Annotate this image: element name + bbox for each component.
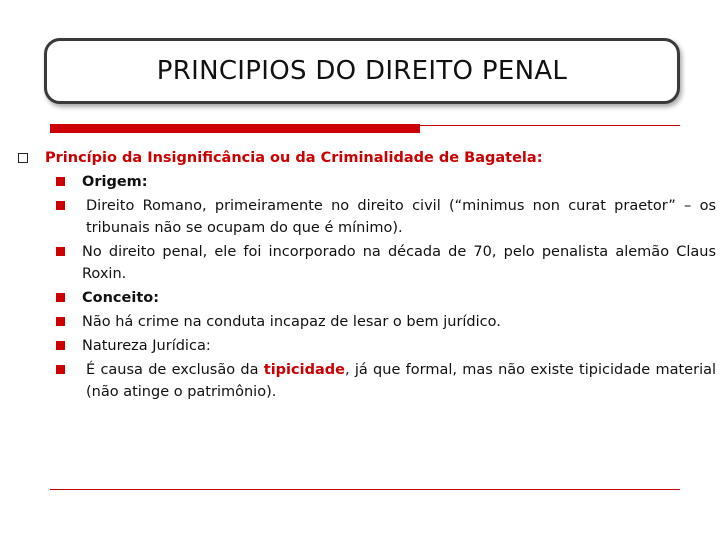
tipicidade-highlight: tipicidade bbox=[263, 362, 345, 378]
filled-square-icon bbox=[56, 293, 65, 302]
filled-square-icon bbox=[56, 317, 65, 326]
title-box bbox=[44, 38, 680, 104]
filled-square-icon bbox=[56, 247, 65, 256]
list-item-direito-romano bbox=[56, 195, 718, 239]
list-item-nao-ha-crime bbox=[56, 311, 718, 333]
filled-square-icon bbox=[56, 365, 65, 374]
section-heading: Princípio da Insignificância ou da Criminalidade de Bagatela: bbox=[45, 150, 543, 166]
list-item-natureza bbox=[56, 335, 718, 357]
slide-content bbox=[18, 147, 718, 405]
slide-title: PRINCIPIOS DO DIREITO PENAL bbox=[156, 56, 568, 86]
item-text-direito-penal: No direito penal, ele foi incorporado na década de 70, pelo penalista alemão Claus Roxin. bbox=[82, 244, 716, 282]
list-item-direito-penal bbox=[56, 241, 718, 285]
item-text-causa-exclusao bbox=[82, 359, 718, 403]
item-text-after: , já que formal, mas não existe tipicidade material (não atinge o patrimônio). bbox=[86, 362, 717, 400]
item-label-origem: Origem: bbox=[82, 174, 148, 190]
bottom-rule bbox=[50, 489, 680, 490]
filled-square-icon bbox=[56, 177, 65, 186]
item-text-nao-ha-crime: Não há crime na conduta incapaz de lesar o bem jurídico. bbox=[82, 314, 501, 330]
item-text-before: É causa de exclusão da bbox=[86, 362, 264, 378]
heading-bullet-row bbox=[18, 147, 718, 169]
filled-square-icon bbox=[56, 201, 65, 210]
top-accent-bar bbox=[50, 124, 420, 133]
item-text-natureza: Natureza Jurídica: bbox=[82, 338, 211, 354]
filled-square-icon bbox=[56, 341, 65, 350]
hollow-square-icon bbox=[18, 153, 28, 163]
item-text-direito-romano: Direito Romano, primeiramente no direito civil (“minimus non curat praetor” – os tribunais não se ocupam do que é mínimo). bbox=[86, 198, 716, 236]
list-item-origem bbox=[56, 171, 718, 193]
list-item-causa-exclusao bbox=[56, 359, 718, 403]
list-item-conceito bbox=[56, 287, 718, 309]
item-label-conceito: Conceito: bbox=[82, 290, 160, 306]
